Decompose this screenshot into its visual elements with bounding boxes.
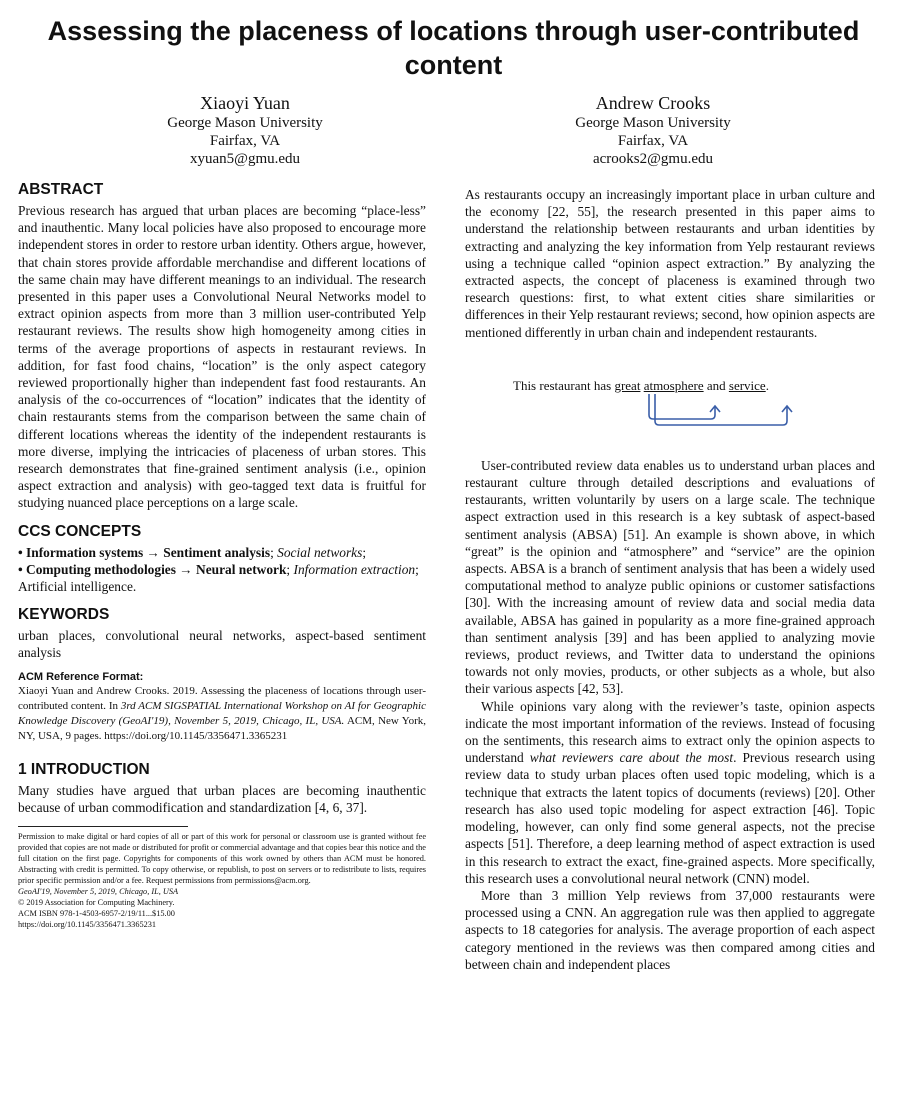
aspect-word: atmosphere (643, 377, 704, 393)
author-affiliation: George Mason University (575, 115, 731, 131)
ccs-concept: • Information systems → Sentiment analysis (18, 544, 271, 560)
copyright-line: © 2019 Association for Computing Machinery. (18, 898, 175, 908)
intro-paragraph-4: More than 3 million Yelp reviews from 37,000 restaurants were processed using a CNN. An aggregation rule was then applied to aggregate aspects to 18 categories for analysis. The average proportion of each aspect category mentioned in the reviews was then compared among cities and between chain and independent places (465, 887, 875, 972)
example-text: and (703, 377, 729, 393)
keywords-heading: KEYWORDS (18, 606, 110, 624)
permission-notice: Permission to make digital or hard copies of all or part of this work for personal or classroom use is granted without fee provided that copies are not made or distributed for profit or commercial advantage and that copies bear this notice and the full citation on the first page. Copyrights for components of this work owned by others than ACM must be honored. Abstracting with credit is permitted. To copy otherwise, or republish, to post on servers or to redistribute to lists, requires prior specific permission and/or a fee. Request permissions from permissions@acm.org. (18, 832, 426, 886)
ccs-concept: • Computing methodologies → Neural network (18, 561, 287, 577)
ref-venue: 3rd ACM SIGSPATIAL International Workshop on AI for Geographic Knowledge Discovery (GeoAI'19), November 5, 2019, Chicago, IL, USA. (18, 699, 427, 727)
footnote-divider (18, 826, 188, 827)
ccs-heading: CCS CONCEPTS (18, 522, 142, 540)
author-location: Fairfax, VA (617, 133, 689, 149)
conference-line: GeoAI'19, November 5, 2019, Chicago, IL, USA (18, 887, 179, 897)
abstract-heading: ABSTRACT (18, 181, 104, 198)
doi-link[interactable]: https://doi.org/10.1145/3356471.3365231 (18, 920, 157, 930)
paper-title: Assessing the placeness of locations through user-contributed content (47, 16, 860, 80)
ccs-line-1 (18, 544, 426, 561)
author-email[interactable]: acrooks2@gmu.edu (592, 151, 714, 167)
author-block-1 (95, 92, 395, 168)
right-column (465, 186, 875, 973)
example-arrows (465, 367, 875, 439)
para-text: . Previous research using review data to study urban places often used topic modeling, which is a technique that extracts the latent topics of documents (reviews) [20]. Other research has also used topic modeling for aspect extraction [46]. Topic modeling, however, can only find some general aspects, not the precise aspects [51]. Therefore, a deep learning method of aspect extraction is used in this research to extract the exact, fine-grained aspects. More specifically, this research uses a convolutional neural network (CNN) model. (465, 750, 876, 886)
example-text: This restaurant has (513, 377, 615, 393)
introduction-heading: 1 INTRODUCTION (18, 760, 150, 778)
ccs-sep: ; (270, 544, 278, 560)
arrow-to-service (655, 394, 787, 425)
left-column (18, 180, 426, 930)
aspect-word: service (728, 377, 766, 393)
aspect-example-figure (465, 367, 875, 439)
author-location: Fairfax, VA (209, 133, 281, 149)
ref-doi[interactable]: ACM, New York, NY, USA, 9 pages. https://doi.org/10.1145/3356471.3365231 (18, 714, 426, 742)
ccs-sep: ; (286, 561, 294, 577)
intro-paragraph-1: As restaurants occupy an increasingly important place in urban culture and the economy [22, 55], the research presented in this paper aims to understand the relationship between restaurants and urban identities by extracting and analyzing the key information from Yelp restaurant reviews using a technique called “opinion aspect extraction.” By analyzing the extracted aspects, the concept of placeness is examined through two research questions: first, to what extent cities share similarities or differences in their Yelp restaurant reviews; second, how opinion aspects are mentioned differently in urban chain and independent restaurants. (465, 187, 875, 340)
arrow-to-atmosphere (649, 394, 715, 419)
ccs-sep: ; Artificial intelligence. (18, 561, 419, 595)
intro-paragraph-2: User-contributed review data enables us to understand urban places and restaurant culture through detailed descriptions and evaluations of restaurants, written voluntarily by users on a large scale. The technique aspect extraction used in this research is a key subtask of aspect-based sentiment analysis (ABSA) [51]. An example is shown above, in which “great” is the opinion and “atmosphere” and “service” are the opinion aspects. ABSA is a branch of sentiment analysis that has been a widely used computational method to analyze public opinions or customer satisfactions [30]. With the increasing amount of review data and social media data available, ABSA has gained in popularity as a more fine-grained approach than sentiment analysis [39] and has been applied to analyzing movie reviews, product reviews, and Twitter data to understand the opinions towards not only movies, products, or other subjects as a whole, but also their various aspects [42, 53]. (465, 457, 875, 697)
para-text: While opinions vary along with the reviewer’s taste, opinion aspects indicate the most important information of the reviews. Instead of focusing on the sentiments, this research aims to extract only the opinion aspects to understand (465, 698, 875, 766)
isbn-line: ACM ISBN 978-1-4503-6957-2/19/11...$15.00 (18, 909, 175, 919)
ccs-line-2 (18, 561, 426, 595)
introduction-text: Many studies have argued that urban places are becoming inauthentic because of urban commodification and standardization [4, 6, 37]. (18, 782, 426, 815)
intro-paragraph-3 (465, 698, 875, 887)
author-block-2 (503, 92, 803, 168)
author-email[interactable]: xyuan5@gmu.edu (189, 151, 301, 167)
ref-part: Xiaoyi Yuan and Andrew Crooks. 2019. Assessing the placeness of locations through user-contributed content. In (18, 684, 426, 712)
author-name: Xiaoyi Yuan (200, 93, 290, 113)
para-emphasis: what reviewers care about the most (529, 750, 734, 766)
example-text: . (765, 377, 769, 393)
reference-format-text (18, 684, 426, 744)
author-name: Andrew Crooks (595, 93, 711, 113)
ccs-sep: ; (362, 544, 367, 560)
abstract-text: Previous research has argued that urban places are becoming “place-less” and inauthentic. Many local policies have also proposed to encourage more independent stores in order to restore urban identity. Others argue, however, that chain stores provide affordable merchandise and different locations of the same chain may have different meanings to an individual. The research presented in this paper uses a Convolutional Neural Networks model to extract opinion aspects from more than 3 million user-contributed Yelp restaurant reviews. The results show high homogeneity among cities in terms of the average proportions of aspects in restaurant reviews. In addition, for fast food chains, “location” is the only aspect category reviewed proportionally higher than independent fast food restaurants. An analysis of the co-occurrences of “location” indicates that the identity of chain restaurants stems from the comparison between the same chain of different locations whereas the identity of the independent restaurants is more diverse, implying the intricacies of placeness of urban stores. This research demonstrates that fine-grained sentiment analysis (i.e., opinion aspect extraction and analysis) with geo-tagged text data is fruitful for studying nuanced place perceptions on a large scale. (18, 203, 426, 511)
ccs-concept: Information extraction (293, 561, 416, 577)
reference-format-heading: ACM Reference Format: (18, 670, 144, 683)
ccs-concept: Social networks (277, 544, 363, 560)
keywords-text: urban places, convolutional neural networks, aspect-based sentiment analysis (18, 628, 426, 661)
opinion-word: great (614, 377, 641, 393)
author-affiliation: George Mason University (167, 115, 323, 131)
